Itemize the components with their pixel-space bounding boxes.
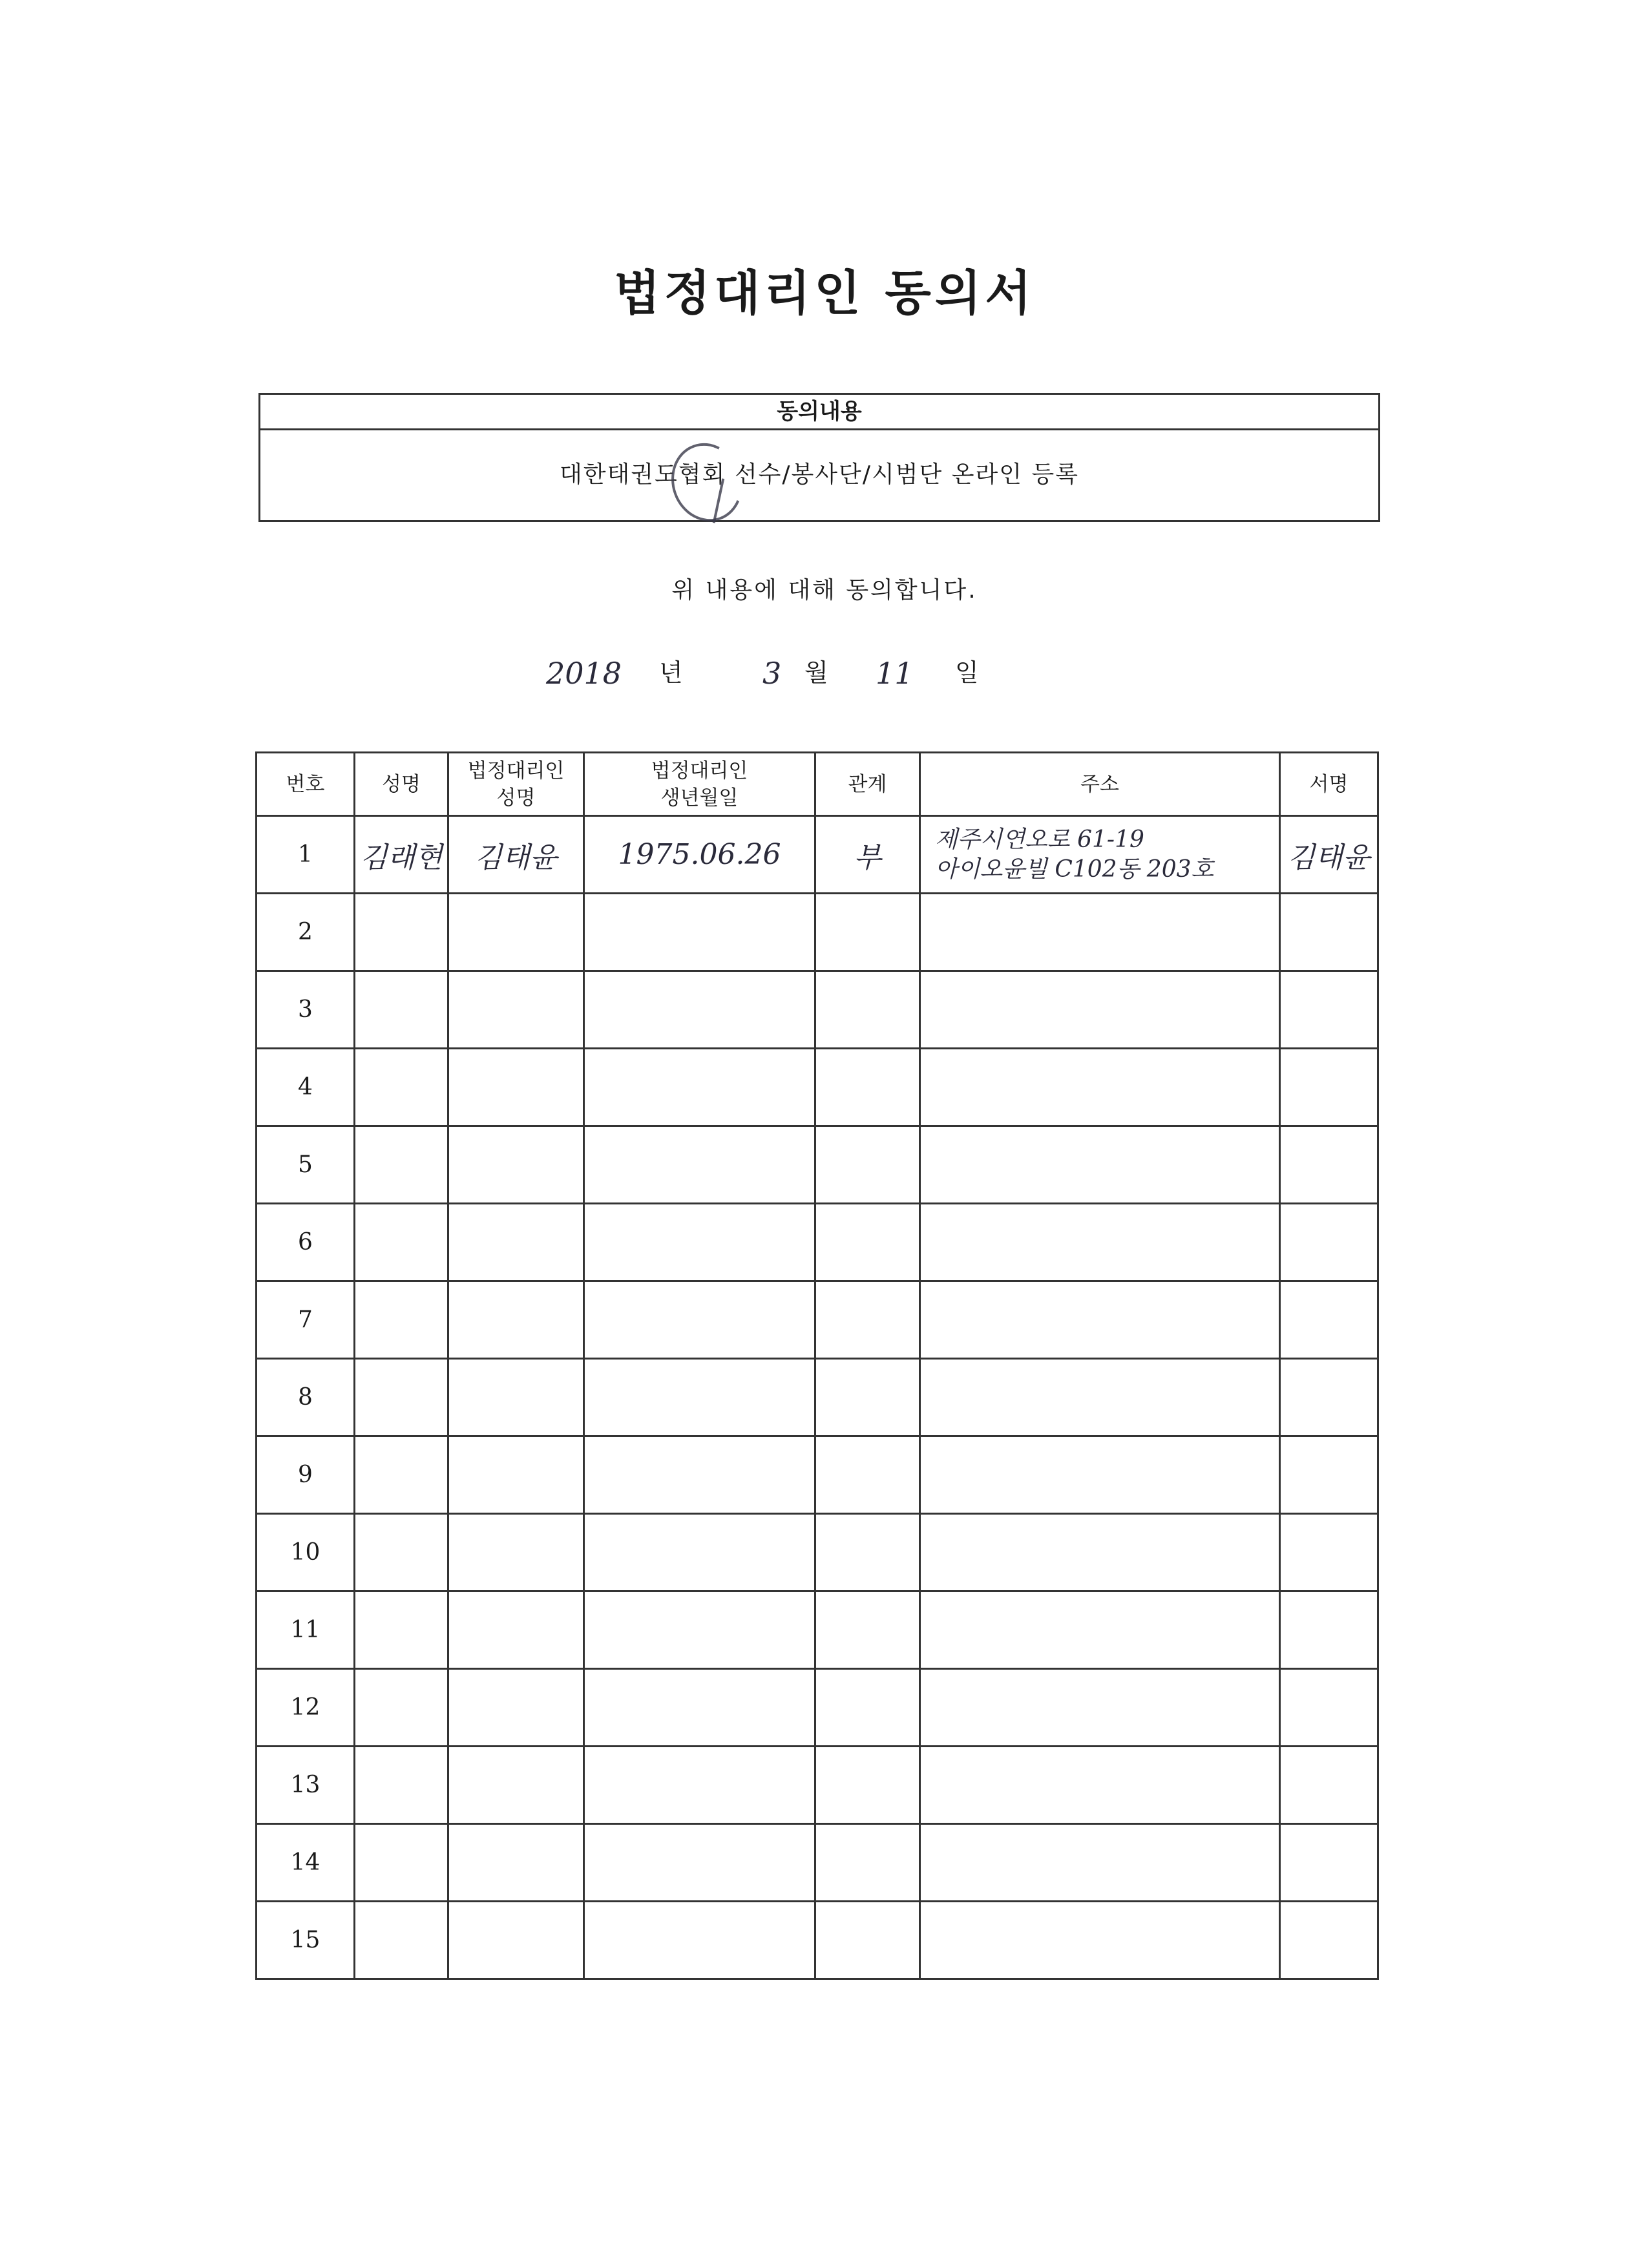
col-header-signature: 서명: [1280, 753, 1378, 816]
cell-rep-name[interactable]: [448, 1436, 584, 1514]
cell-rep-name[interactable]: [448, 971, 584, 1049]
date-month-label: 월: [804, 658, 828, 687]
table-row: [257, 894, 1378, 971]
col-header-address: 주소: [920, 753, 1280, 816]
cell-address[interactable]: [920, 1902, 1280, 1979]
cell-rep-birth[interactable]: [584, 1436, 815, 1514]
table-row: [257, 1359, 1378, 1436]
cell-name[interactable]: [355, 1747, 448, 1824]
consent-box: [258, 393, 1380, 522]
cell-name[interactable]: [355, 1591, 448, 1669]
cell-rep-name[interactable]: [448, 1204, 584, 1281]
cell-name[interactable]: [355, 1669, 448, 1747]
cell-rep-birth[interactable]: [584, 1824, 815, 1902]
cell-rep-name[interactable]: [448, 1281, 584, 1359]
cell-rep-birth[interactable]: [584, 816, 815, 894]
cell-rep-birth[interactable]: [584, 1049, 815, 1126]
cell-signature[interactable]: [1280, 1514, 1378, 1591]
table-row: [257, 816, 1378, 894]
row-number: 11: [257, 1591, 355, 1669]
cell-signature[interactable]: [1280, 1591, 1378, 1669]
table-body: [257, 816, 1378, 1979]
cell-rep-name[interactable]: [448, 1591, 584, 1669]
cell-rep-name-text: 김태윤: [474, 841, 558, 874]
col-header-rep-birth-line1: 법정대리인: [651, 759, 748, 782]
row-number: 5: [257, 1126, 355, 1204]
cell-address[interactable]: [920, 1126, 1280, 1204]
cell-relation[interactable]: [815, 1824, 920, 1902]
cell-rep-name[interactable]: [448, 1359, 584, 1436]
cell-relation[interactable]: [815, 1669, 920, 1747]
table-row: [257, 1902, 1378, 1979]
cell-rep-name[interactable]: [448, 1126, 584, 1204]
cell-signature[interactable]: [1280, 1204, 1378, 1281]
cell-signature[interactable]: [1280, 1669, 1378, 1747]
cell-address-line1: 제주시연오로 61-19: [935, 826, 1144, 853]
row-number: 3: [257, 971, 355, 1049]
table-row: [257, 1514, 1378, 1591]
cell-name[interactable]: [355, 894, 448, 971]
cell-rep-birth[interactable]: [584, 1126, 815, 1204]
cell-rep-birth[interactable]: [584, 1669, 815, 1747]
cell-rep-birth[interactable]: [584, 1747, 815, 1824]
cell-relation[interactable]: [815, 1049, 920, 1126]
table-row: [257, 1824, 1378, 1902]
row-number: 1: [257, 816, 355, 894]
row-number: 2: [257, 894, 355, 971]
cell-address[interactable]: [920, 1359, 1280, 1436]
cell-name[interactable]: [355, 1902, 448, 1979]
cell-name[interactable]: [355, 1049, 448, 1126]
table-row: [257, 1747, 1378, 1824]
cell-signature[interactable]: [1280, 1126, 1378, 1204]
cell-name[interactable]: [355, 1359, 448, 1436]
cell-signature[interactable]: [1280, 1902, 1378, 1979]
cell-address[interactable]: [920, 1747, 1280, 1824]
cell-signature[interactable]: [1280, 1049, 1378, 1126]
cell-address[interactable]: [920, 1281, 1280, 1359]
cell-name[interactable]: [355, 1126, 448, 1204]
cell-rep-name[interactable]: [448, 1902, 584, 1979]
cell-name[interactable]: [355, 1204, 448, 1281]
date-day-label: 일: [955, 658, 979, 687]
cell-relation[interactable]: [815, 816, 920, 894]
cell-rep-birth[interactable]: [584, 1359, 815, 1436]
cell-relation[interactable]: [815, 1281, 920, 1359]
cell-rep-birth[interactable]: [584, 971, 815, 1049]
row-number: 12: [257, 1669, 355, 1747]
cell-rep-name[interactable]: [448, 816, 584, 894]
table-row: [257, 1204, 1378, 1281]
cell-address[interactable]: [920, 1669, 1280, 1747]
date-month-value[interactable]: 3: [762, 656, 782, 691]
cell-name[interactable]: [355, 816, 448, 894]
date-year-value[interactable]: 2018: [546, 656, 622, 691]
cell-name-text: 김래현: [360, 841, 443, 874]
row-number: 13: [257, 1747, 355, 1824]
table-row: [257, 1591, 1378, 1669]
cell-relation-text: 부: [854, 841, 881, 874]
col-header-rep-name-line1: 법정대리인: [467, 759, 565, 782]
cell-rep-birth[interactable]: [584, 1591, 815, 1669]
cell-address[interactable]: [920, 1514, 1280, 1591]
cell-relation[interactable]: [815, 1359, 920, 1436]
table-row: [257, 1126, 1378, 1204]
cell-signature[interactable]: [1280, 1436, 1378, 1514]
row-number: 4: [257, 1049, 355, 1126]
col-header-no: 번호: [257, 753, 355, 816]
table-row: [257, 1669, 1378, 1747]
cell-address[interactable]: [920, 894, 1280, 971]
cell-relation[interactable]: [815, 1514, 920, 1591]
cell-address[interactable]: [920, 816, 1280, 894]
cell-relation[interactable]: [815, 1591, 920, 1669]
col-header-relation: 관계: [815, 753, 920, 816]
cell-address[interactable]: [920, 1591, 1280, 1669]
consent-body: 대한태권도협회 선수/봉사단/시범단 온라인 등록: [559, 461, 1080, 488]
cell-signature[interactable]: [1280, 894, 1378, 971]
cell-signature[interactable]: [1280, 1359, 1378, 1436]
cell-name[interactable]: [355, 971, 448, 1049]
cell-signature[interactable]: [1280, 1824, 1378, 1902]
col-header-rep-birth-line2: 생년월일: [660, 786, 739, 810]
row-number: 14: [257, 1824, 355, 1902]
cell-rep-name[interactable]: [448, 1049, 584, 1126]
cell-address[interactable]: [920, 971, 1280, 1049]
table-row: [257, 971, 1378, 1049]
cell-rep-birth[interactable]: [584, 1204, 815, 1281]
agree-statement: 위 내용에 대해 동의합니다.: [671, 577, 978, 604]
cell-signature[interactable]: [1280, 1281, 1378, 1359]
cell-rep-name[interactable]: [448, 894, 584, 971]
row-number: 6: [257, 1204, 355, 1281]
col-header-rep-birth: [584, 753, 815, 816]
cell-name[interactable]: [355, 1436, 448, 1514]
cell-rep-name[interactable]: [448, 1824, 584, 1902]
cell-signature[interactable]: [1280, 816, 1378, 894]
cell-relation[interactable]: [815, 971, 920, 1049]
row-number: 9: [257, 1436, 355, 1514]
cell-name[interactable]: [355, 1824, 448, 1902]
table-header-row: [257, 753, 1378, 816]
cell-rep-name[interactable]: [448, 1669, 584, 1747]
cell-address[interactable]: [920, 1824, 1280, 1902]
cell-signature[interactable]: [1280, 971, 1378, 1049]
cell-relation[interactable]: [815, 1204, 920, 1281]
cell-rep-name[interactable]: [448, 1747, 584, 1824]
row-number: 8: [257, 1359, 355, 1436]
date-year-label: 년: [659, 658, 683, 687]
row-number: 7: [257, 1281, 355, 1359]
col-header-rep-name: [448, 753, 584, 816]
table-row: [257, 1049, 1378, 1126]
cell-address[interactable]: [920, 1049, 1280, 1126]
row-number: 15: [257, 1902, 355, 1979]
cell-address-line2: 아이오윤빌 C102동 203호: [935, 856, 1214, 883]
consent-header: 동의내용: [260, 395, 1378, 430]
cell-signature[interactable]: [1280, 1747, 1378, 1824]
guardian-table: [255, 751, 1379, 1980]
cell-signature-text: 김태윤: [1287, 841, 1371, 874]
cell-relation[interactable]: [815, 1902, 920, 1979]
cell-name[interactable]: [355, 1281, 448, 1359]
cell-name[interactable]: [355, 1514, 448, 1591]
cell-address[interactable]: [920, 1436, 1280, 1514]
cell-relation[interactable]: [815, 894, 920, 971]
col-header-rep-name-line2: 성명: [496, 786, 536, 810]
cell-rep-birth[interactable]: [584, 894, 815, 971]
cell-rep-birth[interactable]: [584, 1281, 815, 1359]
page-title: 법정대리인 동의서: [614, 266, 1035, 321]
cell-relation[interactable]: [815, 1747, 920, 1824]
cell-relation[interactable]: [815, 1436, 920, 1514]
table-row: [257, 1436, 1378, 1514]
cell-rep-birth[interactable]: [584, 1514, 815, 1591]
date-day-value[interactable]: 11: [876, 656, 914, 691]
col-header-name: 성명: [355, 753, 448, 816]
cell-rep-name[interactable]: [448, 1514, 584, 1591]
row-number: 10: [257, 1514, 355, 1591]
cell-rep-birth-text: 1975.06.26: [618, 838, 781, 871]
cell-rep-birth[interactable]: [584, 1902, 815, 1979]
cell-relation[interactable]: [815, 1126, 920, 1204]
cell-address[interactable]: [920, 1204, 1280, 1281]
table-row: [257, 1281, 1378, 1359]
